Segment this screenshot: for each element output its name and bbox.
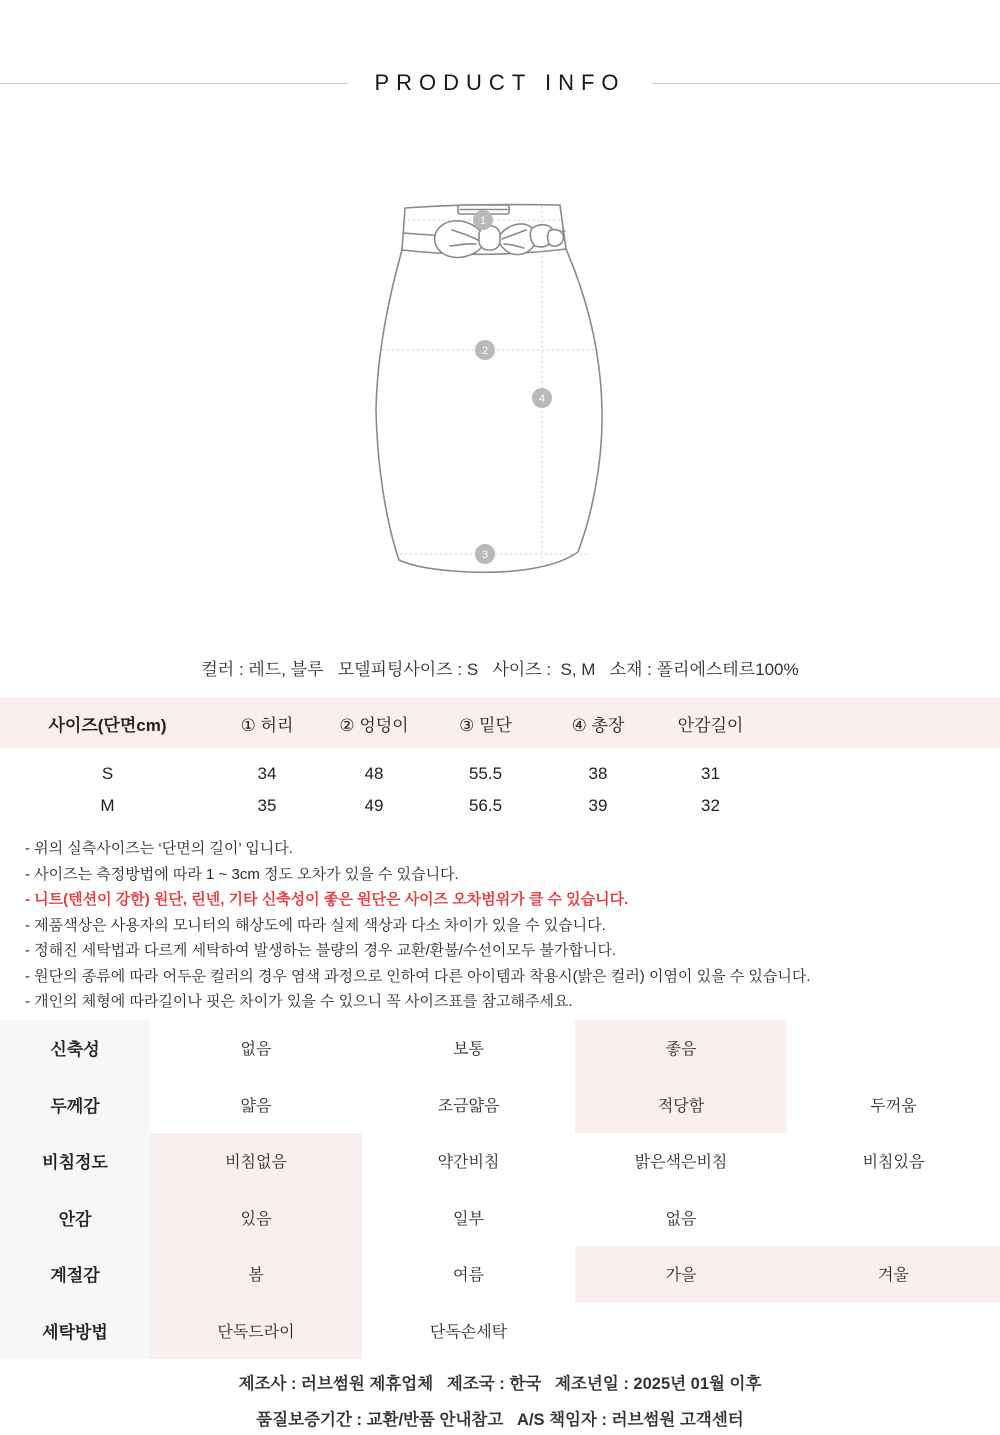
note-line: - 사이즈는 측정방법에 따라 1 ~ 3cm 정도 오차가 있을 수 있습니다. [25,865,459,883]
size-cell: M [100,796,115,815]
size-cell: 49 [364,796,384,815]
size-cell: 35 [257,796,277,815]
svg-text:2: 2 [481,345,489,357]
prop-cell [575,1302,787,1359]
svg-text:1: 1 [479,215,487,227]
page-header [0,0,1000,96]
prop-cell: 보통 [453,1041,484,1059]
marker-length [532,388,552,408]
note-line: - 제품색상은 사용자의 모니터의 해상도에 따라 실제 색상과 다소 차이가 있을 수 있습니다. [25,916,606,934]
prop-cell: 얇음 [240,1097,272,1115]
prop-cell: 봄 [150,1246,362,1303]
marker-waist [473,210,493,230]
svg-text:3: 3 [481,549,489,561]
prop-cell: 비침있음 [862,1154,925,1172]
warranty-info: 품질보증기간 : 교환/반품 안내참고 A/S 책임자 : 러브썸원 고객센터 [256,1410,744,1429]
note-line: - 정해진 세탁법과 다르게 세탁하여 발생하는 블량의 경우 교환/환불/수선이모두 불가합니다. [25,942,617,959]
size-header-hem: ③ 밑단 [459,715,512,735]
prop-label-thickness: 두께감 [0,1076,150,1133]
prop-label-season: 계절감 [0,1246,150,1303]
title-divider-left [0,83,348,84]
size-cell: 55.5 [468,764,503,783]
size-header-label: 사이즈(단면cm) [48,715,167,735]
size-table-header [0,698,1000,748]
note-line: - 원단의 종류에 따라 어두운 컬러의 경우 염색 과정으로 인하여 다른 아이템과 착용시(밝은 컬러) 이염이 있을 수 있습니다. [25,967,811,985]
bow-knob-inner [548,230,564,246]
prop-cell: 가을 [575,1246,787,1303]
prop-cell: 단독드라이 [150,1302,362,1359]
size-row-m [0,790,1000,822]
prop-cell: 있음 [150,1189,362,1246]
marker-hip [475,340,495,360]
size-cell: 56.5 [468,796,503,815]
size-cell: 39 [588,796,608,815]
product-summary: 컬러 : 레드, 블루 모델피팅사이즈 : S 사이즈 : S, M 소재 : 폴리에스테르100% [201,660,799,679]
prop-cell: 없음 [240,1041,272,1059]
measurement-diagram [0,200,1000,585]
prop-cell [787,1302,1000,1359]
size-cell: 31 [701,764,720,783]
size-header-waist: ① 허리 [240,715,294,735]
prop-cell: 없음 [665,1210,697,1228]
prop-label-lining: 안감 [0,1189,150,1246]
prop-cell [787,1189,1000,1246]
size-cell: 32 [701,796,720,815]
skirt-sketch [374,200,626,585]
prop-label-sheerness: 비침정도 [0,1133,150,1190]
size-row-s [0,758,1000,790]
marker-hem [475,544,495,564]
prop-cell: 두꺼움 [870,1097,917,1115]
page-title: PRODUCT INFO [374,70,626,95]
prop-cell [787,1020,1000,1077]
size-header-length: ④ 총장 [571,715,625,735]
prop-cell: 비침없음 [150,1133,362,1190]
skirt-body-outline [376,249,602,572]
size-cell: 38 [588,764,608,783]
note-line: - 개인의 체형에 따라길이나 핏은 차이가 있을 수 있으니 꼭 사이즈표를 참고해주세요. [25,993,573,1010]
prop-label-washing: 세탁방법 [0,1302,150,1359]
prop-cell: 적당함 [575,1076,787,1133]
prop-cell: 단독손세탁 [429,1323,508,1341]
prop-cell: 여름 [453,1267,484,1285]
size-cell: 48 [364,764,384,783]
title-divider-right [652,83,1000,84]
note-line: - 니트(텐션이 강한) 원단, 린넨, 기타 신축성이 좋은 원단은 사이즈 오차범위가 클 수 있습니다. [25,891,629,908]
prop-cell: 일부 [453,1210,484,1228]
prop-cell: 조금얇음 [437,1097,500,1115]
prop-label-stretch: 신축성 [0,1020,150,1077]
size-cell: 34 [257,764,277,783]
manufacturer-info: 제조사 : 러브썸원 제휴업체 제조국 : 한국 제조년일 : 2025년 01월 이후 [238,1374,762,1393]
size-header-lining: 안감길이 [677,715,744,735]
size-cell: S [101,764,114,783]
prop-cell: 약간비침 [437,1154,500,1172]
size-header-hip: ② 엉덩이 [339,715,409,735]
svg-text:4: 4 [538,393,546,405]
prop-cell: 좋음 [575,1020,787,1077]
prop-cell: 밝은색은비침 [634,1154,728,1172]
prop-cell: 겨울 [787,1246,1000,1303]
care-notes [0,836,1000,1015]
fabric-properties-table [0,1020,1000,1359]
note-line: - 위의 실측사이즈는 ‘단면의 길이’ 입니다. [25,840,293,857]
